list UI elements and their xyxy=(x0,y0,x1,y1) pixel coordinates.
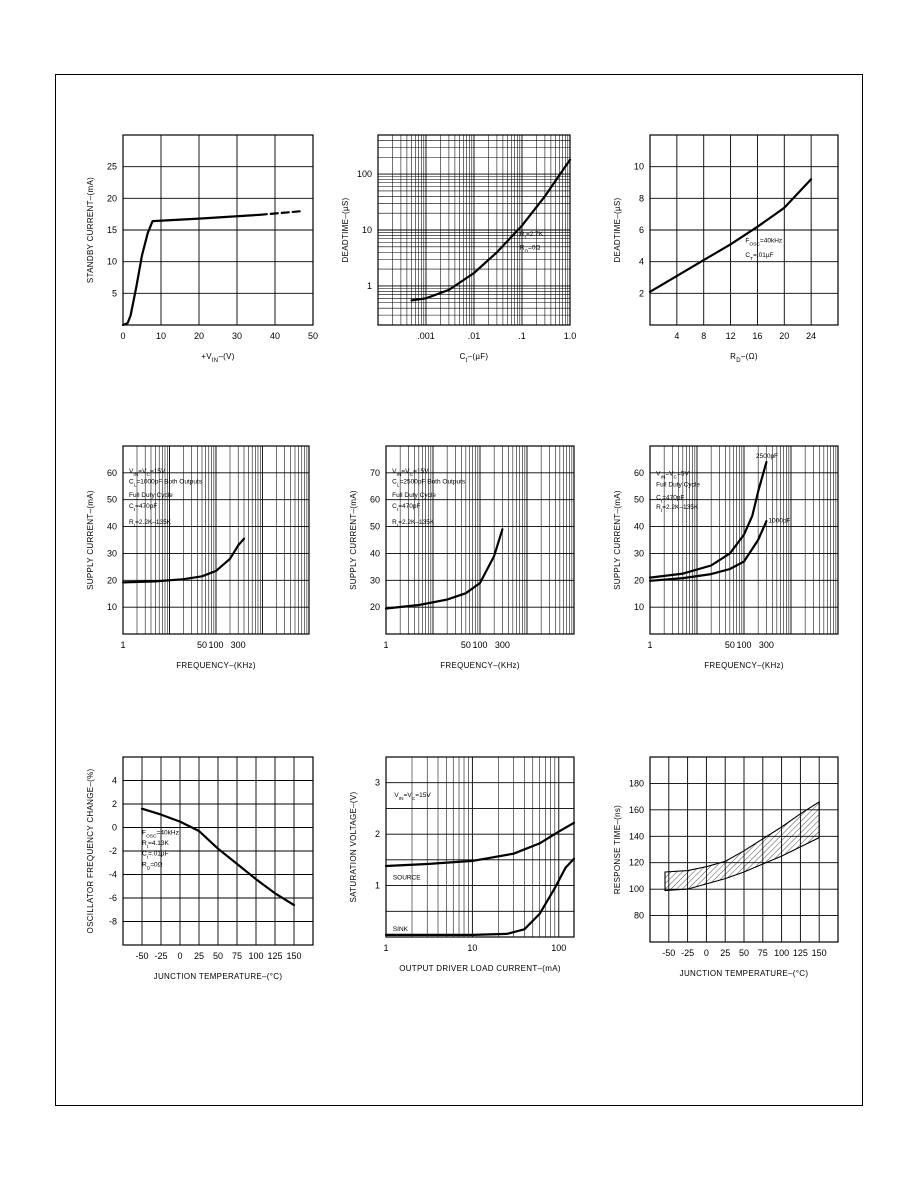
x-tick-label: 75 xyxy=(757,948,768,958)
y-tick-label: 10 xyxy=(633,602,644,613)
x-axis-label: JUNCTION TEMPERATURE–(°C) xyxy=(153,972,283,981)
x-axis-label: JUNCTION TEMPERATURE–(°C) xyxy=(679,969,809,978)
y-tick-label: 20 xyxy=(633,575,644,586)
x-axis-label: $R_D-(\Omega)$ xyxy=(730,352,758,364)
x-tick-label: 25 xyxy=(193,951,205,961)
y-tick-label: 2 xyxy=(374,829,380,840)
y-tick-label: -6 xyxy=(108,893,117,903)
x-tick-label: 25 xyxy=(720,948,731,958)
oscillator-frequency-change-chart xyxy=(78,752,328,992)
response-time-band xyxy=(665,802,819,891)
x-tick-label: 100 xyxy=(736,640,752,650)
annotation: $V_{IN}=V_C=5V$ xyxy=(656,470,689,481)
deadtime-vs-ct-chart xyxy=(340,130,590,370)
x-tick-label: 100 xyxy=(208,640,224,650)
y-tick-label: 6 xyxy=(638,225,644,235)
x-tick-label: 50 xyxy=(196,640,208,650)
y-tick-label: -8 xyxy=(108,916,117,927)
y-tick-label: 50 xyxy=(369,521,380,532)
y-tick-label: 2 xyxy=(638,288,644,299)
response-time-chart xyxy=(604,752,854,992)
x-tick-label: 1 xyxy=(383,943,389,953)
x-tick-label: 150 xyxy=(811,948,827,958)
grid xyxy=(123,135,313,325)
annotation: $R_D=0\Omega$ xyxy=(142,861,163,871)
series-standby-current xyxy=(123,215,260,325)
y-tick-label: 1 xyxy=(374,880,380,891)
annotation: $V_{IN}=V_C=15V$ xyxy=(394,792,431,802)
y-tick-label: 40 xyxy=(106,521,117,532)
x-tick-label: 300 xyxy=(758,640,774,650)
annotation: SOURCE xyxy=(392,874,421,882)
annotation: $V_{IN}=V_C=15V$ xyxy=(129,467,166,478)
x-tick-label: 75 xyxy=(231,951,243,961)
series-standby-current-dashed xyxy=(260,211,304,215)
y-tick-label: 40 xyxy=(633,521,644,532)
y-tick-label: 10 xyxy=(633,161,644,172)
annotation: $C_t=.01\mu F$ xyxy=(142,850,169,861)
x-tick-label: 0 xyxy=(120,331,126,341)
y-tick-label: 50 xyxy=(106,494,117,505)
x-tick-label: .001 xyxy=(417,331,435,341)
x-tick-label: 12 xyxy=(725,331,736,341)
y-tick-label: 20 xyxy=(106,193,117,204)
y-tick-label: 1 xyxy=(366,280,372,291)
x-tick-label: -25 xyxy=(154,951,168,961)
y-tick-label: 2 xyxy=(111,799,117,809)
y-tick-label: 180 xyxy=(628,778,644,789)
y-tick-label: 4 xyxy=(111,775,117,786)
y-tick-label: 50 xyxy=(633,494,644,505)
x-tick-label: 50 xyxy=(738,948,750,958)
x-tick-label: 100 xyxy=(248,951,264,961)
x-tick-label: 16 xyxy=(752,331,763,341)
series-1000pF xyxy=(650,521,766,581)
x-tick-label: .01 xyxy=(467,331,481,341)
y-axis-label: DEADTIME–(µS) xyxy=(341,197,350,263)
annotation: $R_t=2.2K-135K$ xyxy=(392,518,435,529)
x-tick-label: 100 xyxy=(774,948,790,958)
x-tick-label: 20 xyxy=(193,331,205,341)
annotation: SINK xyxy=(392,925,409,933)
y-tick-label: 60 xyxy=(369,494,380,505)
annotation: Full Duty Cycle xyxy=(656,481,700,489)
y-tick-label: -2 xyxy=(108,846,117,856)
annotation: $R_t=2.7K$ xyxy=(519,231,544,241)
y-tick-label: 8 xyxy=(638,193,644,204)
x-tick-label: 150 xyxy=(286,951,302,961)
y-tick-label: 160 xyxy=(628,804,644,815)
y-axis-label: DEADTIME–(µS) xyxy=(613,197,622,263)
annotation: Full Duty Cycle xyxy=(129,492,173,500)
series-sink xyxy=(386,859,574,935)
y-tick-label: 30 xyxy=(106,548,117,559)
x-tick-label: 20 xyxy=(779,331,790,341)
x-tick-label: -50 xyxy=(662,948,676,958)
x-tick-label: 1 xyxy=(383,640,389,650)
y-tick-label: -4 xyxy=(108,869,117,880)
y-tick-label: 4 xyxy=(638,256,644,267)
x-tick-label: .1 xyxy=(518,331,526,341)
standby-current-chart xyxy=(78,130,328,370)
x-axis-label: FREQUENCY–(KHz) xyxy=(440,661,520,670)
x-tick-label: 1.0 xyxy=(563,331,577,341)
y-axis-label: SUPPLY CURRENT–(mA) xyxy=(613,490,622,590)
y-tick-label: 3 xyxy=(374,777,380,788)
x-tick-label: 1 xyxy=(647,640,653,650)
y-tick-label: 25 xyxy=(106,161,117,172)
x-tick-label: 50 xyxy=(460,640,471,650)
y-tick-label: 5 xyxy=(111,288,117,299)
supply-current-5v-chart xyxy=(604,440,854,680)
y-tick-label: 10 xyxy=(361,225,372,235)
y-tick-label: 140 xyxy=(628,831,644,842)
x-tick-label: -50 xyxy=(135,951,149,961)
x-tick-label: 30 xyxy=(231,331,243,341)
annotation: $C_t=470pF$ xyxy=(129,502,158,513)
x-tick-label: 125 xyxy=(792,948,808,958)
x-tick-label: 300 xyxy=(230,640,246,650)
annotation: $F_{OSC}=40kHz$ xyxy=(745,237,783,248)
annotation: $R_D=0\Omega$ xyxy=(519,244,541,254)
annotation: $F_{OSC}=40kHz$ xyxy=(142,829,179,840)
saturation-voltage-chart xyxy=(340,752,590,992)
grid xyxy=(650,757,838,942)
y-tick-label: 40 xyxy=(369,548,380,559)
x-tick-label: 125 xyxy=(267,951,283,961)
y-tick-label: 30 xyxy=(633,548,644,559)
annotation: 2500pF xyxy=(755,453,779,461)
x-axis-label: OUTPUT DRIVER LOAD CURRENT–(mA) xyxy=(399,964,561,973)
y-tick-label: 120 xyxy=(628,857,644,868)
y-tick-label: 15 xyxy=(106,225,117,235)
y-tick-label: 70 xyxy=(369,467,380,478)
y-tick-label: 10 xyxy=(106,602,117,613)
x-axis-label: $+V_{IN}-(V)$ xyxy=(201,352,235,364)
y-axis-label: RESPONSE TIME–(ns) xyxy=(613,804,622,895)
y-tick-label: 30 xyxy=(369,575,380,586)
annotation: $R_t=2.2K-135K$ xyxy=(656,504,699,514)
x-tick-label: 0 xyxy=(703,948,709,958)
plot-frame xyxy=(386,757,574,937)
annotation: $C_L=2500pF$ Both Outputs xyxy=(392,478,466,489)
y-tick-label: 60 xyxy=(106,467,117,478)
x-tick-label: 10 xyxy=(155,331,167,341)
x-tick-label: 1 xyxy=(120,640,126,650)
annotation: $C_T=.01\mu F$ xyxy=(745,251,774,262)
x-tick-label: -25 xyxy=(681,948,695,958)
y-tick-label: 20 xyxy=(106,575,117,586)
annotation: $C_t=470pF$ xyxy=(392,502,421,513)
y-tick-label: 100 xyxy=(628,884,644,895)
x-tick-label: 50 xyxy=(724,640,735,650)
y-tick-label: 10 xyxy=(106,256,117,267)
x-tick-label: 50 xyxy=(307,331,319,341)
x-tick-label: 10 xyxy=(467,943,478,953)
annotation: 1000pF xyxy=(768,517,791,525)
x-tick-label: 100 xyxy=(551,943,567,953)
x-axis-label: FREQUENCY–(KHz) xyxy=(704,661,784,670)
y-tick-label: 20 xyxy=(369,602,380,613)
grid xyxy=(650,135,838,325)
annotation: $V_{IN}=V_C=15V$ xyxy=(392,467,429,478)
grid xyxy=(386,757,574,937)
y-axis-label: SUPPLY CURRENT–(mA) xyxy=(86,490,95,590)
supply-current-2500pf-chart xyxy=(340,440,590,680)
x-tick-label: 4 xyxy=(674,331,680,341)
annotation: $R_t=4.13K$ xyxy=(142,840,169,850)
x-axis-label: $C_t-(\mu F)$ xyxy=(459,352,489,364)
y-tick-label: 60 xyxy=(633,467,644,478)
y-tick-label: 0 xyxy=(111,822,117,833)
y-tick-label: 100 xyxy=(356,169,372,180)
y-tick-label: 80 xyxy=(633,910,644,921)
series-2500pF xyxy=(650,462,766,577)
annotation: Full Duty Cycle xyxy=(392,492,436,500)
deadtime-vs-rd-chart xyxy=(604,130,854,370)
x-tick-label: 24 xyxy=(806,331,817,341)
annotation: $C_L=1000pF$ Both Outputs xyxy=(129,478,203,489)
y-axis-label: SATURATION VOLTAGE–(V) xyxy=(349,791,358,903)
y-axis-label: SUPPLY CURRENT–(mA) xyxy=(349,490,358,590)
x-tick-label: 300 xyxy=(494,640,510,650)
series-supply-current xyxy=(386,529,502,608)
x-axis-label: FREQUENCY–(KHz) xyxy=(176,661,256,670)
x-tick-label: 50 xyxy=(212,951,224,961)
x-tick-label: 100 xyxy=(472,640,488,650)
supply-current-1000pf-chart xyxy=(78,440,328,680)
x-tick-label: 0 xyxy=(177,951,183,961)
grid xyxy=(378,135,570,325)
y-axis-label: STANDBY CURRENT–(mA) xyxy=(86,176,95,284)
y-axis-label: OSCILLATOR FREQUENCY CHANGE–(%) xyxy=(86,768,95,934)
x-tick-label: 8 xyxy=(701,331,707,341)
annotation: $R_t=2.2K-135K$ xyxy=(129,518,172,529)
x-tick-label: 40 xyxy=(269,331,281,341)
annotation: $C_t=470pF$ xyxy=(656,494,685,505)
